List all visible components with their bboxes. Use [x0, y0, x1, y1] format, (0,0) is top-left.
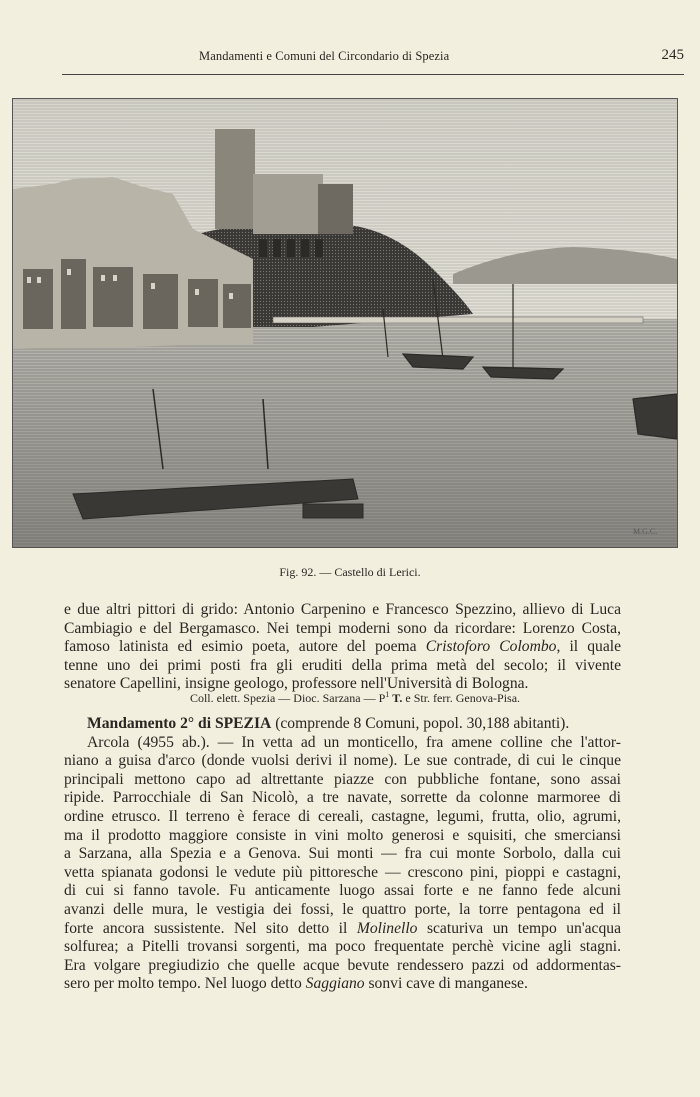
text-line: principali mettono capo ad altrettante piazze con pubbliche fontane, sono assai — [64, 770, 621, 788]
text-line: Arcola (4955 ab.). — In vetta ad un monticello, fra amene colline che l'attor- — [87, 733, 621, 751]
text-span: famoso latinista ed esimio poeta, autore del poema — [64, 638, 426, 656]
page-number: 245 — [661, 47, 684, 63]
collegio-suffix: e Str. ferr. Genova-Pisa. — [402, 691, 521, 705]
section-mandamento-spezia — [64, 715, 621, 994]
text-span: forte ancora sussistente. Nel sito detto il — [64, 919, 357, 937]
poem-title: Cristoforo Colombo — [425, 638, 557, 656]
text-line: vetta spianata godonsi le vedute più pittoresche — crescono pini, pioppi e castagni, — [64, 863, 621, 881]
text-line: niano a guisa d'arco (donde vuolsi derivi il nome). Le sue contrade, di cui le cinque — [64, 752, 621, 770]
heading-bold: Mandamento 2° di SPEZIA — [87, 715, 272, 732]
text-line: solfurea; a Pitelli trovansi sorgenti, ma poco frequentate perchè vicine agli stagni. — [64, 938, 621, 956]
text-span: scaturiva un tempo un'acqua — [417, 919, 621, 937]
text-line: Era volgare pregiudizio che quelle acque bevute rendessero pazzi od addormentas- — [64, 956, 621, 974]
paragraph-painters — [64, 601, 621, 694]
figure-caption: Fig. 92. — Castello di Lerici. — [279, 565, 421, 579]
text-span: sero per molto tempo. Nel luogo detto — [64, 975, 306, 993]
text-line: ordine etrusco. Il terreno è ferace di cereali, castagne, legumi, frutta, olio, agrumi, — [64, 807, 621, 825]
text-line: Cambiagio e del Bergamasco. Nei tempi moderni sono da ricordare: Lorenzo Costa, — [64, 619, 621, 637]
text-line: di cui si fanno tavole. Fu anticamente luogo assai forte e ne fanno fede alcuni — [64, 882, 621, 900]
text-line: senatore Capellini, insigne geologo, professore nell'Università di Bologna. — [64, 675, 529, 693]
running-title: Mandamenti e Comuni del Circondario di Spezia — [199, 49, 450, 63]
text-line — [64, 975, 621, 994]
text-line: a Sarzana, alla Spezia e a Genova. Sui monti — fra cui monte Sorbolo, dalla cui — [64, 845, 621, 863]
text-line — [64, 920, 621, 939]
text-line: tenne uno dei primi posti fra gli eruditi della prima metà del secolo; il vivente — [64, 656, 621, 674]
text-line: e due altri pittori di grido: Antonio Carpenino e Francesco Spezzino, allievo di Luca — [64, 601, 621, 618]
text-line — [64, 638, 621, 657]
figure-castello-di-lerici — [12, 98, 678, 548]
text-span: , il quale — [556, 638, 621, 656]
text-span: sonvi cave di manganese. — [364, 975, 528, 993]
engraver-mark: M.G.C. — [633, 527, 658, 536]
collegio-bold: T. — [392, 691, 403, 705]
collegio-info-line — [0, 690, 700, 706]
engraving-illustration — [13, 99, 677, 547]
running-header — [64, 47, 684, 67]
text-line: avanzi delle mura, le vestigia dei fossi, le quattro porte, la torre pentagona ed il — [64, 900, 621, 918]
place-name: Saggiano — [305, 975, 365, 993]
text-line: ripide. Parrocchiale di San Nicolò, a tre navate, sorrette da colonne marmoree di — [64, 789, 621, 807]
superscript: 1 — [385, 690, 390, 699]
collegio-prefix: Coll. elett. Spezia — Dioc. Sarzana — P — [189, 691, 386, 705]
place-name: Molinello — [356, 919, 418, 937]
text-line: ma il prodotto maggiore consiste in vini molto generosi e squisiti, che smerciansi — [64, 826, 621, 844]
heading-rest: (comprende 8 Comuni, popol. 30,188 abitanti). — [271, 715, 570, 732]
section-heading — [64, 715, 621, 734]
header-rule — [62, 74, 684, 75]
